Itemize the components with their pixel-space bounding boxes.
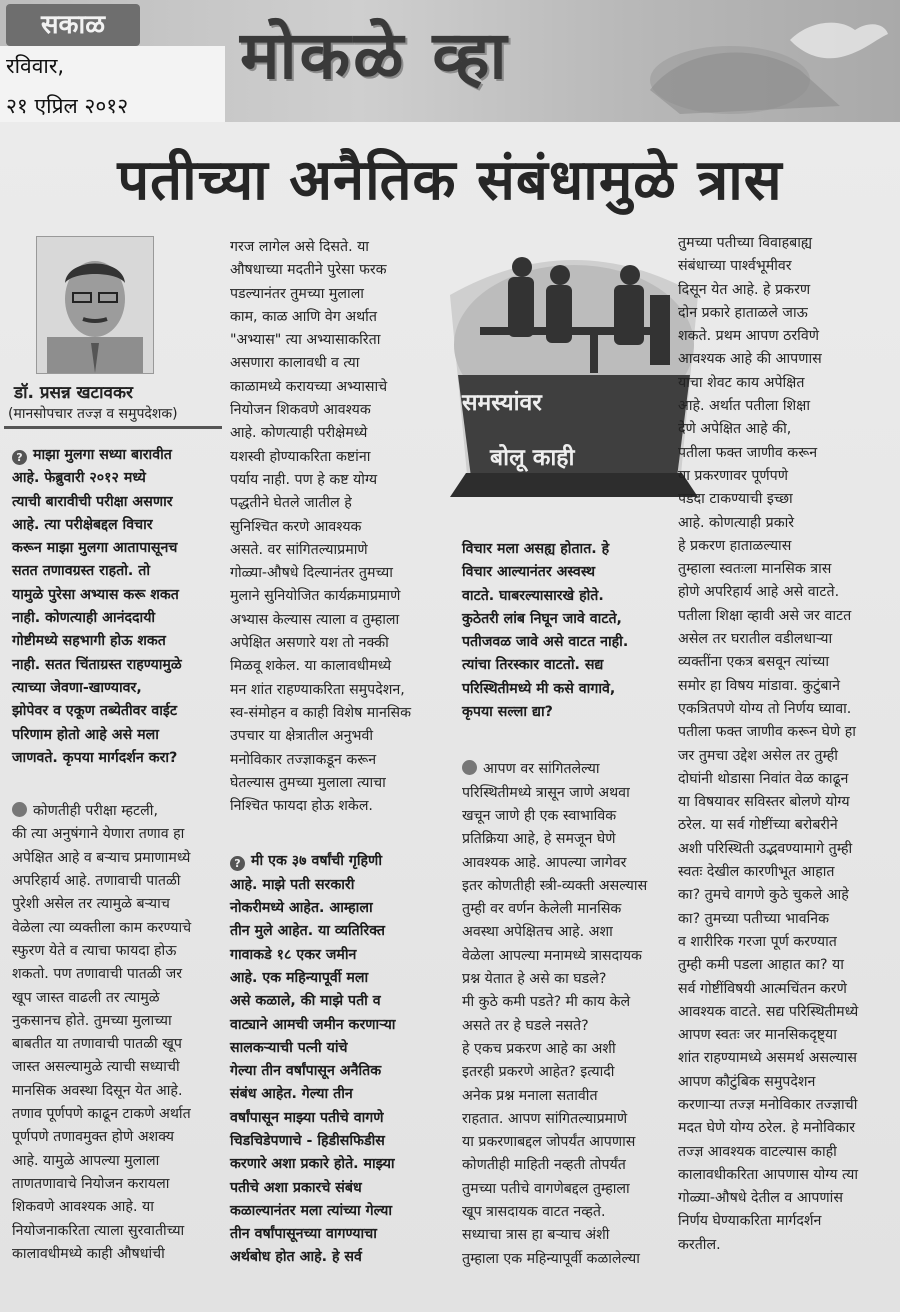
text-line: पडदा टाकण्याची इच्छा (678, 491, 793, 508)
text-line: संबंधाच्या पार्श्वभूमीवर (678, 258, 792, 275)
text-line: गोष्टीमध्ये सहभागी होऊ शकत (12, 633, 166, 650)
text-line: शांत राहण्यामध्ये असमर्थ असल्यास (678, 1050, 858, 1067)
text-line: तुम्ही कमी पडला आहात का? या (678, 957, 844, 974)
masthead (0, 0, 900, 122)
text-line: राहतात. आपण सांगितल्याप्रमाणे (462, 1110, 628, 1127)
text-line: पतीला शिक्षा व्हावी असे जर वाटत (678, 607, 852, 624)
text-line: चिडचिडेपणाचे - हिडीसफिडीस (230, 1132, 385, 1149)
text-line: मुलाने सुनियोजित कार्यक्रमाप्रमाणे (230, 588, 401, 605)
text-line: जाणवते. कृपया मार्गदर्शन करा? (12, 749, 178, 766)
text-line: गरज लागेल असे दिसते. या (230, 239, 369, 255)
text-line: झोपेवर व एकूण तब्येतीवर वाईट (12, 703, 177, 720)
text-line: आपण कौटुंबिक समुपदेशन (678, 1073, 816, 1090)
text-line: काळामध्ये करायच्या अभ्यासाचे (230, 378, 388, 395)
date-box (0, 46, 225, 122)
column-3 (462, 538, 690, 1271)
illustration-label-1: समस्यांवर (462, 390, 542, 416)
column-rule (4, 426, 222, 429)
text-line: खचून जाणे ही एक स्वाभाविक (462, 807, 617, 824)
text-line: मदत घेणे योग्य ठरेल. हे मनोविकार (678, 1120, 856, 1137)
text-line: का? तुमच्या पतीच्या भावनिक (678, 910, 830, 927)
text-line: तज्ज्ञ आवश्यक वाटल्यास काही (678, 1143, 837, 1160)
text-line: नोकरीमध्ये आहेत. आम्हाला (230, 900, 373, 917)
text-line: गावाकडे १८ एकर जमीन (230, 946, 357, 963)
text-line: त्यांचा तिरस्कार वाटतो. सद्य (462, 657, 604, 674)
author-role: (मानसोपचार तज्ज्ञ व समुपदेशक) (8, 406, 178, 422)
text-line: परिणाम होतो आहे असे मला (12, 726, 159, 743)
text-line: या प्रकरणावर पूर्णपणे (678, 467, 788, 484)
section-title: मोकळे व्हा (240, 16, 510, 94)
text-line: तणाव पूर्णपणे काढून टाकणे अर्थात (12, 1106, 191, 1123)
text-line: वेळेला त्या व्यक्तीला काम करण्याचे (12, 919, 192, 936)
text-line: विचार मला असह्य होतात. हे (462, 541, 610, 557)
text-line: सालकऱ्याची पत्नी यांचे (230, 1039, 348, 1056)
text-line: समोर हा विषय मांडावा. कुटुंबाने (678, 677, 840, 694)
text-line: असे कळाले, की माझे पती व (230, 993, 381, 1010)
text-line: जास्त असल्यामुळे त्याची सध्याची (12, 1059, 180, 1076)
text-line: मी एक ३७ वर्षांची गृहिणी (251, 853, 382, 870)
text-line: मन शांत राहण्याकरिता समुपदेशन, (230, 681, 405, 698)
text-line: या विषयावर सविस्तर बोलणे योग्य (678, 794, 850, 811)
text-line: आवश्यक आहे. आपल्या जागेवर (462, 854, 627, 871)
text-line: आहे. यामुळे आपल्या मुलाला (12, 1152, 160, 1169)
text-line: खूप जास्त वाढली तर त्यामुळे (12, 989, 160, 1006)
text-line: औषधाच्या मदतीने पुरेसा फरक (230, 262, 387, 279)
text-line: सर्व गोष्टींविषयी आत्मचिंतन करणे (678, 980, 847, 997)
text-line: करून माझा मुलगा आतापासूनच (12, 540, 178, 557)
text-line: अर्थबोध होत आहे. हे सर्व (230, 1249, 362, 1266)
text-line: मनोविकार तज्ज्ञाकडून करून (230, 751, 377, 768)
text-line: तुम्हाला एक महिन्यापूर्वी कळालेल्या (462, 1250, 640, 1267)
article-headline: पतीच्या अनैतिक संबंधामुळे त्रास (117, 147, 783, 213)
text-line: गोळ्या-औषधे दिल्यानंतर तुमच्या (230, 565, 393, 582)
text-line: आहे. एक महिन्यापूर्वी मला (230, 969, 369, 986)
text-line: त्याच्या जेवणा-खाण्यावर, (12, 679, 142, 696)
text-line: असेल तर घरातील वडीलधाऱ्या (678, 631, 833, 648)
text-line: पूर्णपणे तणावमुक्त होणे अशक्य (12, 1129, 175, 1146)
text-line: शिकवणे आवश्यक आहे. या (12, 1199, 154, 1216)
text-line: अपेक्षित असणारे यश तो नक्की (230, 635, 389, 652)
text-line: अवस्था अपेक्षितच आहे. अशा (462, 924, 613, 941)
text-line: वाट्याने आमची जमीन करणाऱ्या (230, 1016, 396, 1033)
text-line: वर्षांपासून माझ्या पतीचे वागणे (230, 1109, 384, 1126)
text-line: निश्चित फायदा होऊ शकेल. (230, 798, 373, 815)
text-line: पतीचे अशा प्रकारचे संबंध (230, 1179, 362, 1196)
text-line: कळाल्यानंतर मला त्यांच्या गेल्या (230, 1202, 393, 1219)
question-2-block (230, 850, 452, 1269)
text-line: ठरेल. या सर्व गोष्टींच्या बरोबरीने (678, 817, 838, 834)
text-line: कोणतीही परीक्षा म्हटली, (33, 803, 158, 820)
text-line: पुरेशी असेल तर त्यामुळे बऱ्याच (12, 896, 170, 913)
text-line: पद्धतीने घेतले जातील हे (230, 495, 352, 512)
text-line: तुमच्या पतीचे वागणेबद्दल तुम्हाला (462, 1180, 630, 1197)
text-line: तुम्ही वर वर्णन केलेली मानसिक (462, 901, 622, 918)
text-line: पतीजवळ जावे असे वाटत नाही. (462, 634, 629, 651)
text-line: तुम्हाला स्वतःला मानसिक त्रास (678, 561, 832, 578)
text-line: खूप त्रासदायक वाटत नव्हते. (462, 1204, 606, 1221)
text-line: आहे. कोणत्याही प्रकारे (678, 514, 795, 531)
text-line: पतीला फक्त जाणीव करून (678, 444, 818, 461)
text-line: नाही. सतत चिंताग्रस्त राहण्यामुळे (12, 656, 182, 673)
newspaper-logo: सकाळ (6, 4, 140, 46)
text-line: वाटते. घाबरल्यासारखे होते. (462, 587, 604, 604)
text-line: व शारीरिक गरजा पूर्ण करण्यात (678, 933, 837, 950)
text-line: आवश्यक वाटते. सद्य परिस्थितीमध्ये (678, 1003, 859, 1020)
text-line: स्व-संमोहन व काही विशेष मानसिक (230, 704, 411, 721)
text-line: या प्रकरणाबद्दल जोपर्यंत आपणास (462, 1134, 636, 1151)
text-line: शकतो. पण तणावाची पातळी जर (12, 966, 183, 983)
author-portrait-icon (37, 237, 153, 373)
question-icon: ? (230, 856, 245, 871)
text-line: ताणतणावाचे नियोजन करायला (12, 1175, 170, 1192)
text-line: निर्णय घेण्याकरिता मार्गदर्शन (678, 1213, 822, 1230)
text-line: स्फुरण येते व त्याचा फायदा होऊ (12, 942, 177, 959)
text-line: विचार आल्यानंतर अस्वस्थ (462, 564, 596, 581)
text-line: उपचार या क्षेत्रातील अनुभवी (230, 728, 374, 745)
date-day: रविवार, (6, 54, 65, 78)
text-line: आपण वर सांगितलेल्या (483, 761, 600, 778)
text-line: पडल्यानंतर तुमच्या मुलाला (230, 285, 364, 302)
text-line: कुठेतरी लांब निघून जावे वाटते, (462, 610, 622, 627)
text-line: हे प्रकरण हाताळल्यास (678, 537, 792, 554)
text-line: परिस्थितीमध्ये त्रासून जाणे अथवा (462, 784, 630, 801)
date-full: २१ एप्रिल २०१२ (6, 94, 129, 118)
question-2-continued (462, 538, 690, 724)
text-line: अनेक प्रश्न मनाला सतावीत (462, 1087, 598, 1104)
text-line: जर तुमचा उद्देश असेल तर तुम्ही (678, 747, 838, 764)
text-line: दोन प्रकारे हाताळले जाऊ (678, 304, 808, 321)
column-4 (678, 232, 900, 1257)
text-line: गेल्या तीन वर्षांपासून अनैतिक (230, 1063, 382, 1080)
illustration-label-2: बोलू काही (490, 445, 575, 471)
text-line: इतर कोणतीही स्त्री-व्यक्ती असल्यास (462, 877, 648, 894)
answer-2-continued (678, 232, 900, 1257)
text-line: अशी परिस्थिती उद्भवण्यामागे तुम्ही (678, 840, 853, 857)
text-line: अपरिहार्य आहे. तणावाची पातळी (12, 873, 181, 890)
text-line: संबंध आहेत. गेल्या तीन (230, 1086, 353, 1103)
text-line: आहे. अर्थात पतीला शिक्षा (678, 398, 811, 415)
text-line: यामुळे पुरेसा अभ्यास करू शकत (12, 586, 179, 603)
question-icon: ? (12, 450, 27, 465)
text-line: तुमच्या पतीच्या विवाहबाह्य (678, 235, 813, 251)
text-line: याचा शेवट काय अपेक्षित (678, 374, 805, 391)
text-line: तीन वर्षांपासूनच्या वागण्याचा (230, 1226, 377, 1243)
text-line: परिस्थितीमध्ये मी कसे वागावे, (462, 680, 616, 697)
text-line: स्वतः देखील कारणीभूत आहात (678, 864, 835, 881)
text-line: होणे अपरिहार्य आहे असे वाटते. (678, 584, 840, 601)
text-line: सध्याचा त्रास हा बऱ्याच अंशी (462, 1227, 610, 1244)
text-line: माझा मुलगा सध्या बारावीत (33, 447, 172, 463)
text-line: यशस्वी होण्याकरिता कष्टांना (230, 448, 371, 465)
text-line: कोणतीही माहिती नव्हती तोपर्यंत (462, 1157, 626, 1174)
column-2 (230, 236, 452, 1270)
text-line: पतीला फक्त जाणीव करून घेणे हा (678, 724, 856, 741)
text-line: व्यक्तींना एकत्र बसवून त्यांच्या (678, 654, 830, 671)
text-line: शकते. प्रथम आपण ठरविणे (678, 328, 819, 345)
text-line: अभ्यास केल्यास त्याला व तुम्हाला (230, 611, 400, 628)
text-line: एकत्रितपणे योग्य तो निर्णय घ्यावा. (678, 700, 852, 717)
text-line: का? तुमचे वागणे कुठे चुकले आहे (678, 887, 849, 904)
text-line: पर्याय नाही. पण हे कष्ट योग्य (230, 471, 378, 488)
text-line: नुकसानच होते. तुमच्या मुलाच्या (12, 1012, 172, 1029)
text-line: काम, काळ आणि वेग अर्थात (230, 308, 377, 325)
text-line: त्याची बारावीची परीक्षा असणार (12, 493, 173, 510)
author-photo (36, 236, 154, 374)
answer-1-continued (230, 236, 452, 818)
text-line: बाबतीत या तणावाची पातळी खूप (12, 1036, 182, 1053)
text-line: प्रश्न येतात हे असे का घडले? (462, 971, 607, 988)
column-1 (12, 444, 224, 1266)
text-line: कृपया सल्ला द्या? (462, 704, 553, 721)
text-line: अपेक्षित आहे व बऱ्याच प्रमाणामध्ये (12, 849, 191, 866)
text-line: दोघांनी थोडासा निवांत वेळ काढून (678, 770, 849, 787)
text-line: गोळ्या-औषधे देतील व आपणांस (678, 1190, 843, 1207)
text-line: असते. वर सांगितल्याप्रमाणे (230, 541, 368, 558)
text-line: मी कुठे कमी पडते? मी काय केले (462, 994, 631, 1011)
question-1-block (12, 444, 224, 770)
text-line: असते तर हे घडले नसते? (462, 1017, 589, 1034)
text-line: देणे अपेक्षित आहे की, (678, 421, 792, 438)
text-line: आहे. कोणत्याही परीक्षेमध्ये (230, 425, 368, 442)
answer-2-block (462, 758, 690, 1271)
text-line: कालावधीमध्ये काही औषधांची (12, 1245, 165, 1262)
text-line: "अभ्यास" त्या अभ्यासाकरिता (230, 332, 381, 349)
text-line: मिळवू शकेल. या कालावधीमध्ये (230, 658, 392, 675)
text-line: प्रतिक्रिया आहे, हे समजून घेणे (462, 831, 616, 848)
text-line: करणाऱ्या तज्ज्ञ मनोविकार तज्ज्ञाची (678, 1096, 858, 1113)
text-line: आहे. त्या परीक्षेबद्दल विचार (12, 516, 153, 533)
text-line: नियोजनाकरिता त्याला सुरवातीच्या (12, 1222, 185, 1239)
text-line: सुनिश्चित करणे आवश्यक (230, 518, 362, 535)
text-line: आवश्यक आहे की आपणास (678, 351, 822, 368)
text-line: करणारे अशा प्रकारे होते. माझ्या (230, 1156, 395, 1173)
author-name: डॉ. प्रसन्न खटावकर (14, 383, 133, 403)
text-line: आपण स्वतः जर मानसिकदृष्ट्या (678, 1027, 837, 1044)
text-line: सतत तणावग्रस्त राहतो. तो (12, 563, 151, 580)
text-line: हे एकच प्रकरण आहे का अशी (462, 1040, 616, 1057)
text-line: मानसिक अवस्था दिसून येत आहे. (12, 1082, 183, 1099)
text-line: नाही. कोणत्याही आनंददायी (12, 610, 156, 627)
text-line: कालावधीकरिता आपणास योग्य त्या (678, 1166, 859, 1183)
text-line: इतरही प्रकरणे आहेत? इत्यादी (462, 1064, 615, 1081)
text-line: की त्या अनुषंगाने येणारा तणाव हा (12, 826, 185, 843)
text-line: करतील. (678, 1236, 721, 1253)
text-line: आहे. फेब्रुवारी २०१२ मध्ये (12, 470, 146, 487)
text-line: नियोजन शिकवणे आवश्यक (230, 402, 371, 419)
text-line: दिसून येत आहे. हे प्रकरण (678, 281, 811, 298)
hands-dove-artwork (640, 10, 890, 118)
text-line: घेतल्यास तुमच्या मुलाला त्याचा (230, 774, 386, 791)
answer-1-block (12, 800, 224, 1266)
text-line: वेळेला आपल्या मनामध्ये त्रासदायक (462, 947, 642, 964)
text-line: असणारा कालावधी व त्या (230, 355, 360, 372)
text-line: तीन मुले आहेत. या व्यतिरिक्त (230, 923, 385, 940)
answer-icon (462, 760, 477, 775)
text-line: आहे. माझे पती सरकारी (230, 876, 355, 893)
answer-icon (12, 802, 27, 817)
